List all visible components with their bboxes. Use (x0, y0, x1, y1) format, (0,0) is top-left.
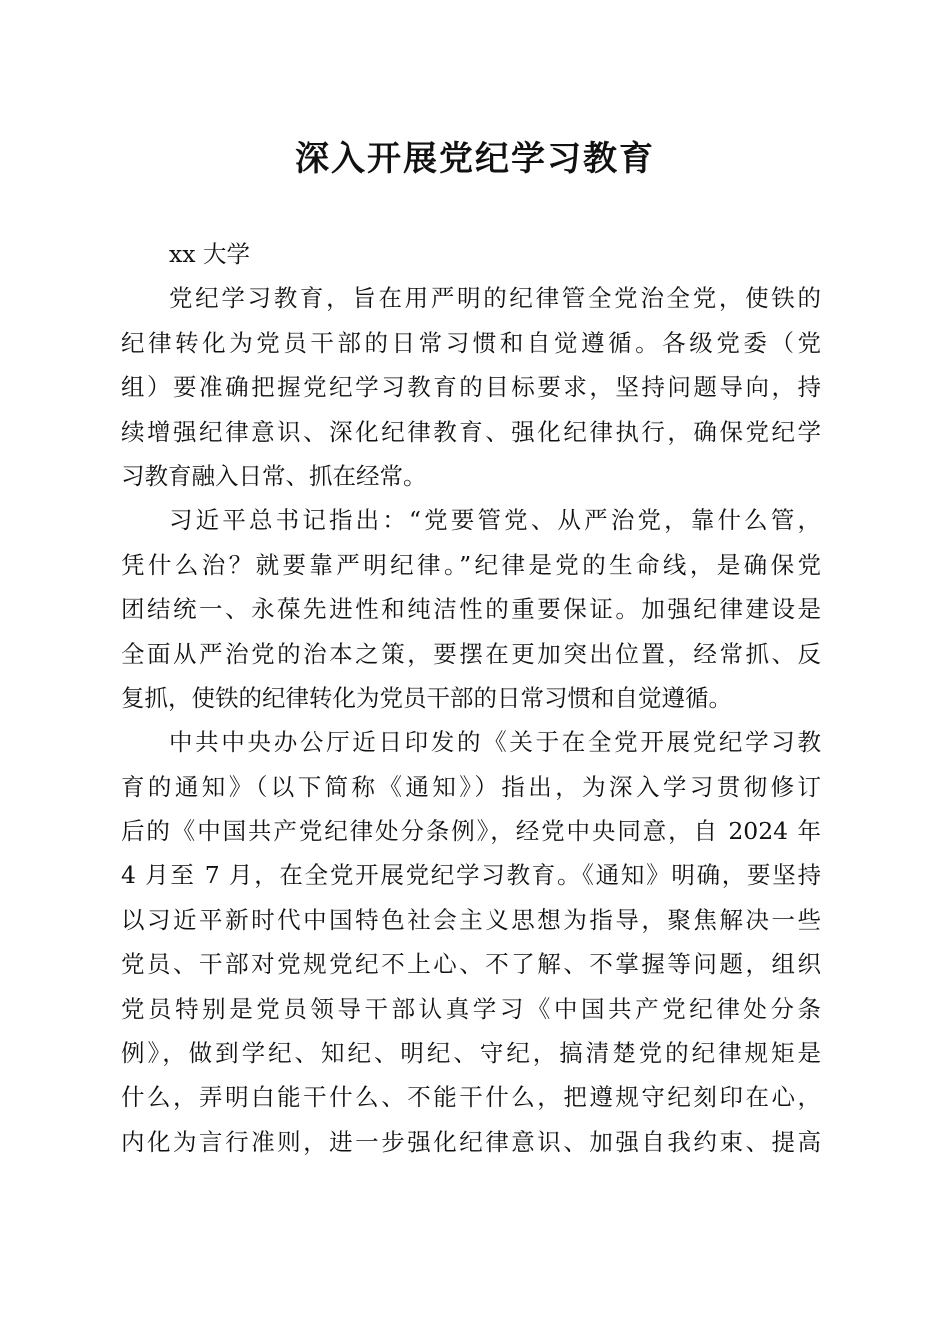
paragraph-line: 习近平总书记指出：“党要管党、从严治党，靠什么管， (169, 506, 821, 535)
paragraph-line: 党员特别是党员领导干部认真学习《中国共产党纪律处分条 (121, 994, 821, 1023)
paragraph-line: 以习近平新时代中国特色社会主义思想为指导，聚焦解决一些 (121, 905, 821, 934)
paragraph-line: 什么，弄明白能干什么、不能干什么，把遵规守纪刻印在心， (121, 1083, 821, 1112)
paragraph-line: 例》，做到学纪、知纪、明纪、守纪，搞清楚党的纪律规矩是 (121, 1039, 821, 1068)
paragraph-line: 复抓，使铁的纪律转化为党员干部的日常习惯和自觉遵循。 (121, 683, 732, 712)
paragraph-2 (121, 498, 821, 720)
paragraph-line: 团结统一、永葆先进性和纯洁性的重要保证。加强纪律建设是 (121, 595, 821, 624)
paragraph-line: 全面从严治党的治本之策，要摆在更加突出位置，经常抓、反 (121, 639, 821, 668)
paragraph-line: 续增强纪律意识、深化纪律教育、强化纪律执行，确保党纪学 (121, 417, 821, 446)
paragraph-line: 组）要准确把握党纪学习教育的目标要求，坚持问题导向，持 (121, 373, 821, 402)
paragraph-line: 后的《中国共产党纪律处分条例》，经党中央同意，自 2024 年 (121, 817, 821, 846)
paragraph-line: 凭什么治？就要靠严明纪律。”纪律是党的生命线，是确保党 (121, 550, 821, 579)
paragraph-1 (121, 276, 821, 498)
paragraph-line: 育的通知》（以下简称《通知》）指出，为深入学习贯彻修订 (121, 772, 821, 801)
paragraph-line: 4 月至 7 月，在全党开展党纪学习教育。《通知》明确，要坚持 (121, 861, 821, 890)
paragraph-line: 习教育融入日常、抓在经常。 (121, 461, 427, 490)
document-body (121, 232, 821, 1164)
paragraph-line: 内化为言行准则，进一步强化纪律意识、加强自我约束、提高 (121, 1127, 821, 1156)
paragraph-3 (121, 720, 821, 1164)
paragraph-line: 党纪学习教育，旨在用严明的纪律管全党治全党，使铁的 (169, 284, 821, 313)
paragraph-line: 纪律转化为党员干部的日常习惯和自觉遵循。各级党委（党 (121, 328, 821, 357)
document-title: 深入开展党纪学习教育 (295, 139, 655, 179)
paragraph-line: 党员、干部对党规党纪不上心、不了解、不掌握等问题，组织 (121, 950, 821, 979)
author-line: xx 大学 (169, 240, 250, 268)
paragraph-line: 中共中央办公厅近日印发的《关于在全党开展党纪学习教 (169, 728, 821, 757)
